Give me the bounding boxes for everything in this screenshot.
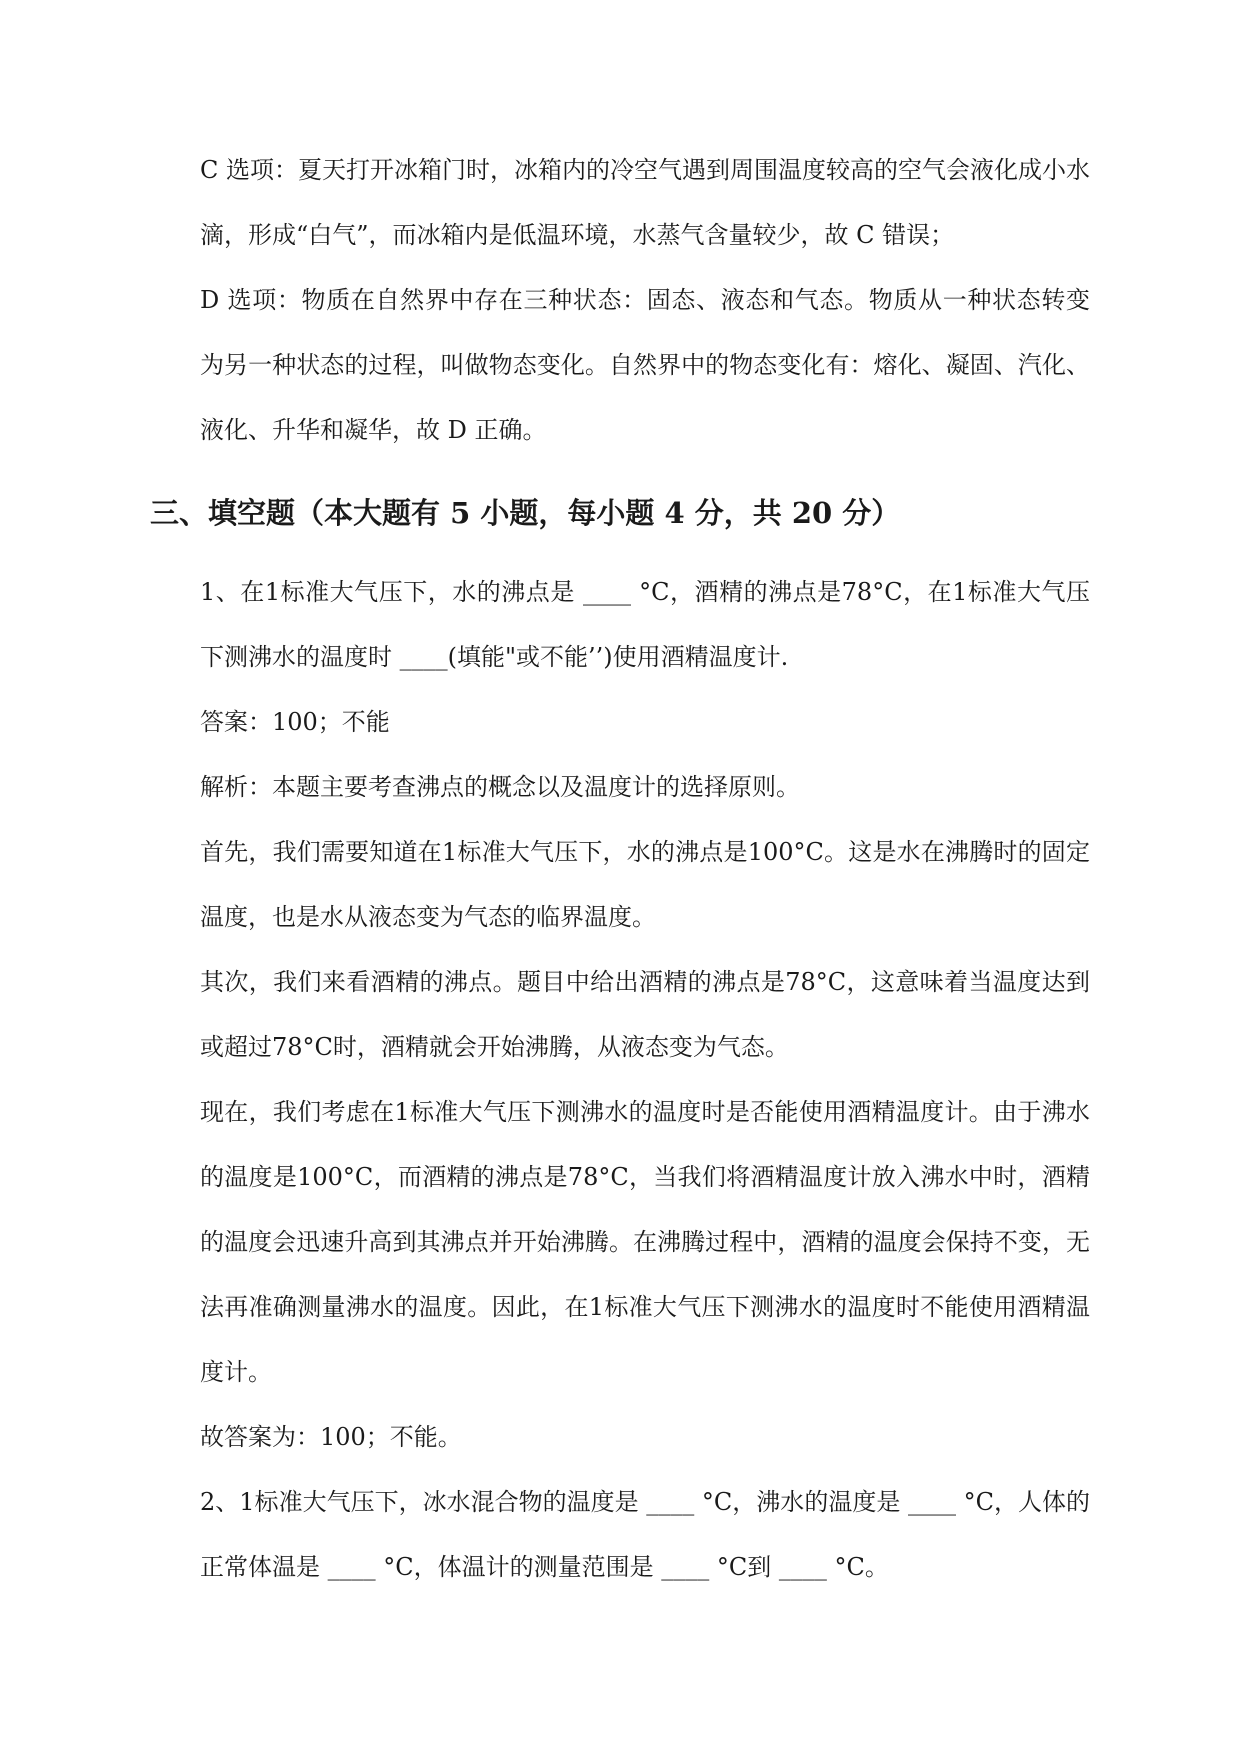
- question-2: 2、1标准大气压下，冰水混合物的温度是 ____ °C，沸水的温度是 ____ °C，人体的正常体温是 ____ °C，体温计的测量范围是 ____ °C到 ____ °C。: [200, 1488, 1090, 1581]
- option-d-explanation: D 选项：物质在自然界中存在三种状态：固态、液态和气态。物质从一种状态转变为另一种状态的过程，叫做物态变化。自然界中的物态变化有：熔化、凝固、汽化、液化、升华和凝华，故 D 正确。: [200, 286, 1090, 444]
- analysis-paragraph-1: 首先，我们需要知道在1标准大气压下，水的沸点是100°C。这是水在沸腾时的固定温度，也是水从液态变为气态的临界温度。: [200, 838, 1090, 931]
- question-1-answer: 答案：100；不能: [200, 708, 390, 736]
- question-1-conclusion: 故答案为：100；不能。: [200, 1423, 462, 1451]
- option-c-explanation: C 选项：夏天打开冰箱门时，冰箱内的冷空气遇到周围温度较高的空气会液化成小水滴，形成“白气”，而冰箱内是低温环境，水蒸气含量较少，故 C 错误；: [200, 156, 1090, 249]
- analysis-paragraph-2: 其次，我们来看酒精的沸点。题目中给出酒精的沸点是78°C，这意味着当温度达到或超过78°C时，酒精就会开始沸腾，从液态变为气态。: [200, 968, 1090, 1061]
- analysis-paragraph-3: 现在，我们考虑在1标准大气压下测沸水的温度时是否能使用酒精温度计。由于沸水的温度是100°C，而酒精的沸点是78°C，当我们将酒精温度计放入沸水中时，酒精的温度会迅速升高到其沸点并开始沸腾。在沸腾过程中，酒精的温度会保持不变，无法再准确测量沸水的温度。因此，在1标准大气压下测沸水的温度时不能使用酒精温度计。: [200, 1098, 1090, 1386]
- section-heading: 三、填空题（本大题有 5 小题，每小题 4 分，共 20 分）: [150, 496, 901, 530]
- question-1-analysis: 解析：本题主要考查沸点的概念以及温度计的选择原则。: [200, 773, 800, 801]
- question-1: 1、在1标准大气压下，水的沸点是 ____ °C，酒精的沸点是78°C，在1标准大气压下测沸水的温度时 ____(填能"或不能’’)使用酒精温度计.: [200, 578, 1090, 671]
